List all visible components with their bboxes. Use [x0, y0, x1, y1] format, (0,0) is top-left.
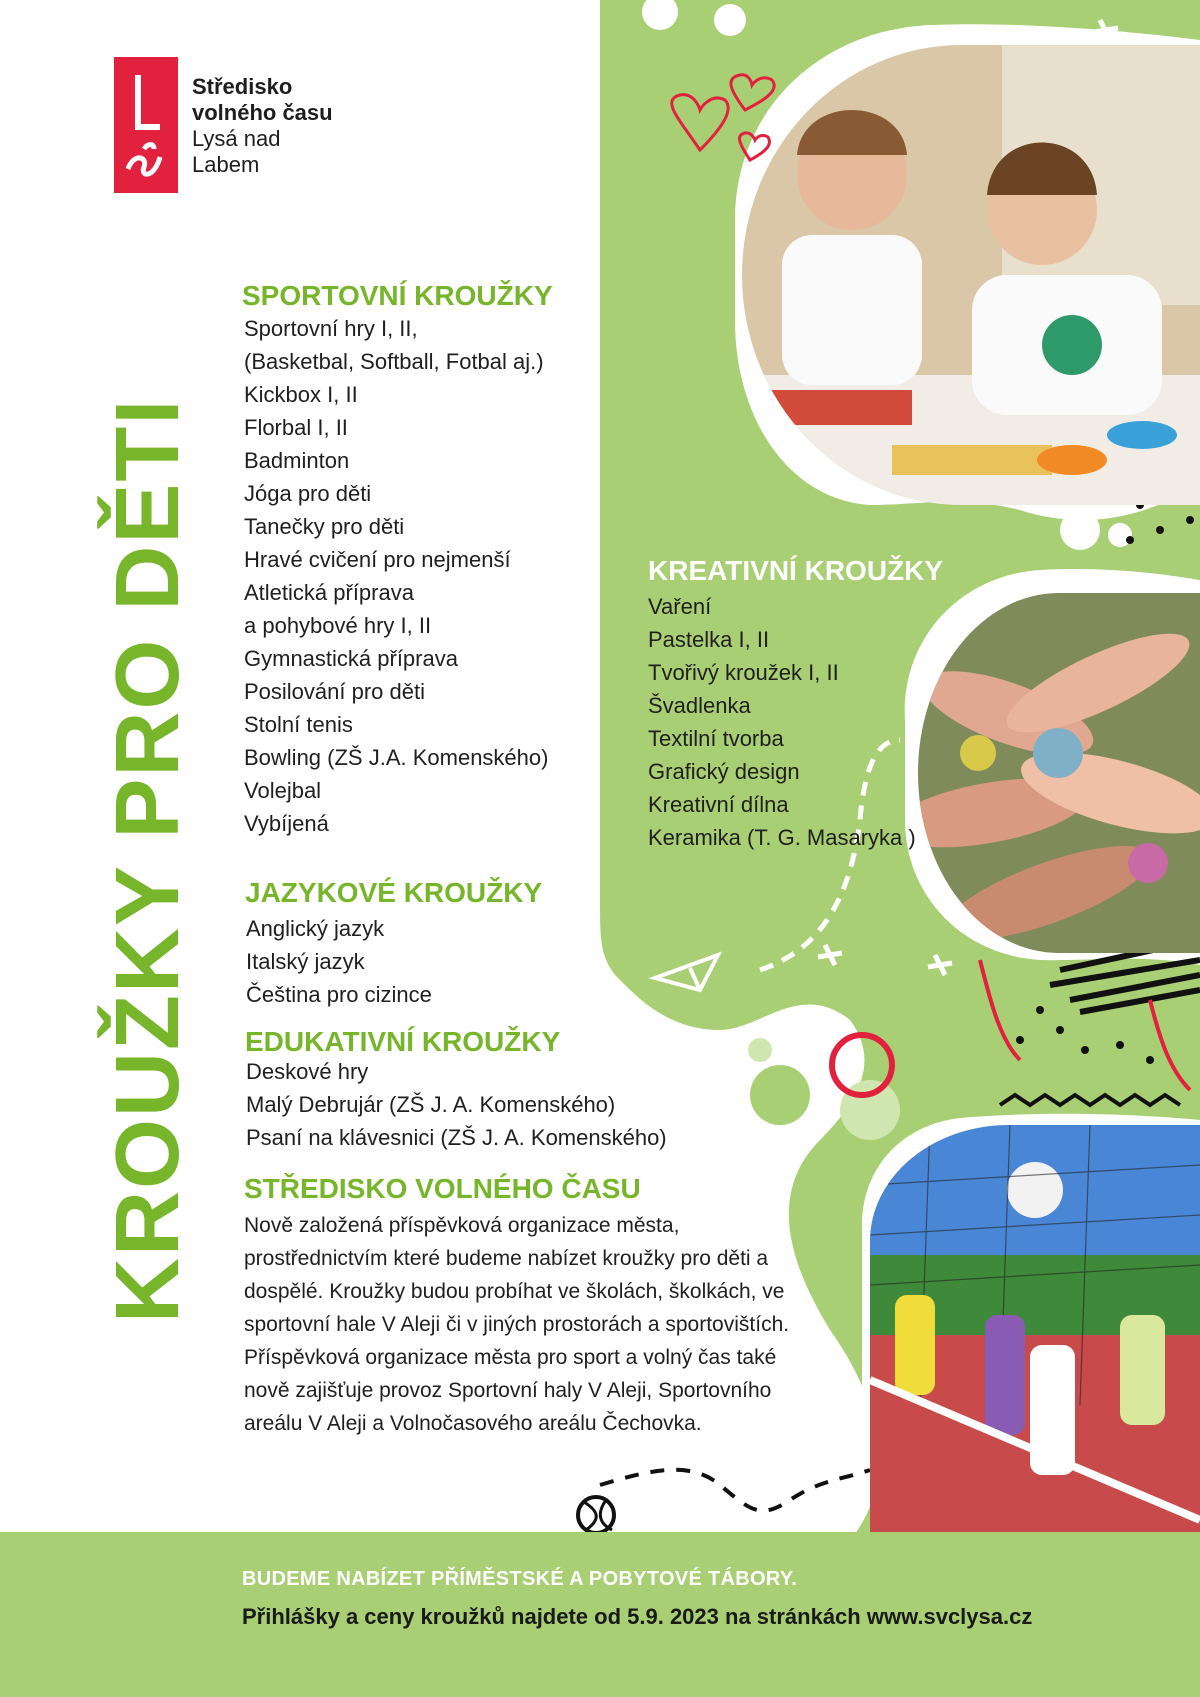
footer-camps-text: BUDEME NABÍZET PŘÍMĚSTSKÉ A POBYTOVÉ TÁBORY.	[242, 1568, 798, 1590]
list-item: Keramika (T. G. Masaryka )	[648, 825, 916, 850]
description-line: areálu V Aleji a Volnočasového areálu Čechovka.	[244, 1412, 702, 1435]
logo-line-3: Lysá nad	[192, 126, 281, 151]
list-item: Jóga pro děti	[244, 481, 372, 506]
list-item: Grafický design	[648, 759, 800, 784]
list-item: Malý Debrujár (ZŠ J. A. Komenského)	[246, 1092, 616, 1117]
description-line: nově zajišťuje provoz Sportovní haly V Aleji, Sportovního	[244, 1379, 772, 1402]
list-item: Florbal I, II	[244, 415, 348, 440]
logo-line-2: volného času	[192, 100, 333, 125]
list-item: Hravé cvičení pro nejmenší	[244, 547, 511, 572]
photo-volleyball	[870, 1125, 1200, 1540]
photo-painting-children	[742, 45, 1200, 505]
list-item: Vybíjená	[244, 811, 329, 836]
list-item: Psaní na klávesnici (ZŠ J. A. Komenského)	[246, 1125, 667, 1150]
list-item: Tanečky pro děti	[244, 514, 405, 539]
logo-text	[192, 74, 333, 178]
list-item: Badminton	[244, 448, 350, 473]
list-item: Čeština pro cizince	[246, 982, 432, 1007]
center-heading: STŘEDISKO VOLNÉHO ČASU	[244, 1173, 641, 1204]
languages-list	[246, 912, 432, 1011]
list-item: Gymnastická příprava	[244, 646, 458, 671]
creative-heading: KREATIVNÍ KROUŽKY	[648, 555, 944, 586]
description-line: dospělé. Kroužky budou probíhat ve školách, školkách, ve	[244, 1280, 785, 1303]
list-item: Atletická příprava	[244, 580, 414, 605]
center-description	[244, 1209, 864, 1440]
description-line: Nově založená příspěvková organizace města,	[244, 1214, 680, 1237]
list-item: Deskové hry	[246, 1059, 369, 1084]
list-item: Kickbox I, II	[244, 382, 358, 407]
photo-painted-hands	[918, 593, 1200, 953]
logo-line-4: Labem	[192, 152, 260, 177]
list-item: Posilování pro děti	[244, 679, 425, 704]
list-item: a pohybové hry I, II	[244, 613, 432, 638]
page-title: KROUŽKY PRO DĚTI	[98, 397, 198, 1323]
list-item: Tvořivý kroužek I, II	[648, 660, 839, 685]
list-item: Švadlenka	[648, 693, 751, 718]
list-item: Bowling (ZŠ J.A. Komenského)	[244, 745, 549, 770]
description-line: prostřednictvím které budeme nabízet kroužky pro děti a	[244, 1247, 769, 1270]
footer-registration-text: Přihlášky a ceny kroužků najdete od 5.9. 2023 na stránkách www.svclysa.cz	[242, 1604, 1033, 1629]
sports-heading: SPORTOVNÍ KROUŽKY	[242, 280, 553, 311]
list-item: Vaření	[648, 594, 712, 619]
list-item: Textilní tvorba	[648, 726, 784, 751]
list-item: Italský jazyk	[246, 949, 365, 974]
creative-list	[648, 590, 916, 854]
education-heading: EDUKATIVNÍ KROUŽKY	[245, 1026, 561, 1057]
logo-mark	[114, 57, 178, 193]
sports-list	[244, 312, 548, 840]
education-list	[246, 1055, 667, 1154]
description-line: Příspěvková organizace města pro sport a volný čas také	[244, 1346, 777, 1369]
list-item: Sportovní hry I, II,	[244, 316, 418, 341]
list-item: Pastelka I, II	[648, 627, 770, 652]
description-line: sportovní hale V Aleji či v jiných prostorách a sportovištích.	[244, 1313, 790, 1336]
list-item: Volejbal	[244, 778, 322, 803]
logo-line-1: Středisko	[192, 74, 293, 99]
list-item: Anglický jazyk	[246, 916, 385, 941]
list-item: Stolní tenis	[244, 712, 353, 737]
languages-heading: JAZYKOVÉ KROUŽKY	[245, 877, 543, 908]
list-item: (Basketbal, Softball, Fotbal aj.)	[244, 349, 544, 374]
list-item: Kreativní dílna	[648, 792, 789, 817]
